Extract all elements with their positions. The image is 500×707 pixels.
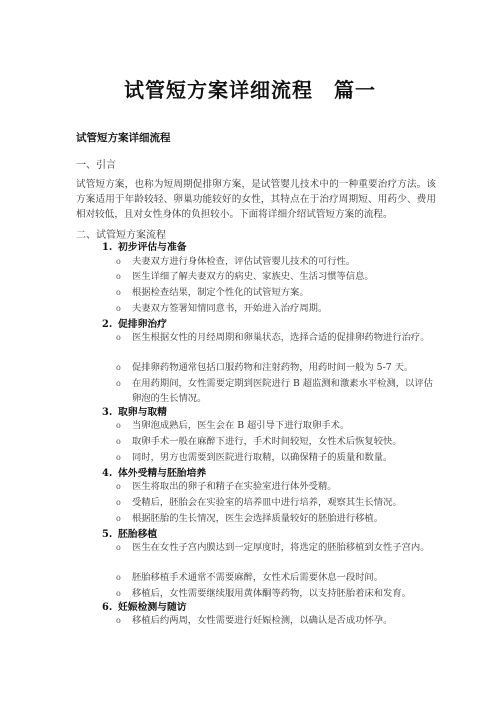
list-item: o 夫妻双方进行身体检查，评估试管婴儿技术的可行性。 bbox=[116, 256, 356, 267]
section-number: 5. bbox=[102, 529, 113, 540]
bullet-icon: o bbox=[116, 514, 121, 523]
section-title bbox=[102, 316, 167, 330]
bullet-icon: o bbox=[116, 498, 121, 507]
list-item: o 根据胚胎的生长情况，医生会选择质量较好的胚胎进行移植。 bbox=[116, 513, 384, 524]
section-number: 4. bbox=[102, 468, 113, 479]
list-item: o 在用药期间，女性需要定期到医院进行 B 超监测和激素水平检测，以评估卵泡的生长情况。 bbox=[116, 378, 433, 404]
section-number: 2. bbox=[102, 319, 113, 330]
list-item: o 促排卵药物通常包括口服药物和注射药物，用药时间一般为 5-7 天。 bbox=[116, 362, 414, 373]
list-item: o 当卵泡成熟后，医生会在 B 超引导下进行取卵手术。 bbox=[116, 420, 350, 431]
bullet-icon: o bbox=[116, 482, 121, 491]
list-item: o 胚胎移植手术通常不需要麻醉，女性术后需要休息一段时间。 bbox=[116, 572, 384, 583]
section-heading: 初步评估与准备 bbox=[118, 242, 187, 253]
list-item: o 同时，男方也需要到医院进行取精，以确保精子的质量和数量。 bbox=[116, 452, 393, 463]
section-number: 3. bbox=[102, 407, 113, 418]
section-number: 1. bbox=[102, 242, 113, 253]
flow-heading: 二、试管短方案流程 bbox=[76, 230, 166, 241]
section-title bbox=[102, 465, 206, 479]
bullet-icon: o bbox=[116, 304, 121, 313]
list-item: o 取卵手术一般在麻醉下进行，手术时间较短，女性术后恢复较快。 bbox=[116, 436, 402, 447]
section-heading: 取卵与取精 bbox=[118, 407, 167, 418]
document-subtitle: 试管短方案详细流程 bbox=[76, 132, 171, 144]
bullet-icon: o bbox=[116, 543, 121, 552]
bullet-icon: o bbox=[116, 272, 121, 281]
list-item: o 移植后约两周，女性需要进行妊娠检测，以确认是否成功怀孕。 bbox=[116, 615, 393, 626]
section-heading: 胚胎移植 bbox=[118, 529, 158, 540]
bullet-icon: o bbox=[116, 453, 121, 462]
bullet-icon: o bbox=[116, 437, 121, 446]
bullet-icon: o bbox=[116, 363, 121, 372]
intro-paragraph: 试管短方案，也称为短周期促排卵方案，是试管婴儿技术中的一种重要治疗方法。该方案适用于年龄较轻、卵巢功能较好的女性，其特点在于治疗周期短、用药少、费用相对较低，且对女性身体的负担较小。下面将详细介绍试管短方案的流程。 bbox=[76, 179, 436, 220]
list-item: o 医生详细了解夫妻双方的病史、家族史、生活习惯等信息。 bbox=[116, 271, 374, 282]
bullet-icon: o bbox=[116, 421, 121, 430]
section-title bbox=[102, 599, 187, 613]
section-heading: 促排卵治疗 bbox=[118, 319, 167, 330]
list-item: o 医生根据女性的月经周期和卵巢状态，选择合适的促排卵药物进行治疗。 bbox=[116, 332, 430, 343]
section-title bbox=[102, 526, 157, 540]
intro-heading: 一、引言 bbox=[76, 160, 116, 171]
bullet-icon: o bbox=[116, 379, 121, 388]
list-item: o 移植后，女性需要继续服用黄体酮等药物，以支持胚胎着床和发育。 bbox=[116, 588, 411, 599]
bullet-icon: o bbox=[116, 257, 121, 266]
section-heading: 妊娠检测与随访 bbox=[118, 602, 187, 613]
list-item: o 根据检查结果，制定个性化的试管短方案。 bbox=[116, 287, 309, 298]
section-number: 6. bbox=[102, 602, 113, 613]
section-title bbox=[102, 239, 187, 253]
bullet-icon: o bbox=[116, 288, 121, 297]
list-item: o 医生在女性子宫内膜达到一定厚度时，将选定的胚胎移植到女性子宫内。 bbox=[116, 542, 430, 553]
list-item: o 夫妻双方签署知情同意书，开始进入治疗周期。 bbox=[116, 303, 328, 314]
bullet-icon: o bbox=[116, 333, 121, 342]
section-heading: 体外受精与胚胎培养 bbox=[118, 468, 207, 479]
document-title: 试管短方案详细流程 篇一 bbox=[124, 78, 376, 102]
bullet-icon: o bbox=[116, 573, 121, 582]
bullet-icon: o bbox=[116, 589, 121, 598]
bullet-icon: o bbox=[116, 616, 121, 625]
list-item: o 医生将取出的卵子和精子在实验室进行体外受精。 bbox=[116, 481, 337, 492]
list-item: o 受精后，胚胎会在实验室的培养皿中进行培养，观察其生长情况。 bbox=[116, 497, 402, 508]
section-title bbox=[102, 404, 167, 418]
